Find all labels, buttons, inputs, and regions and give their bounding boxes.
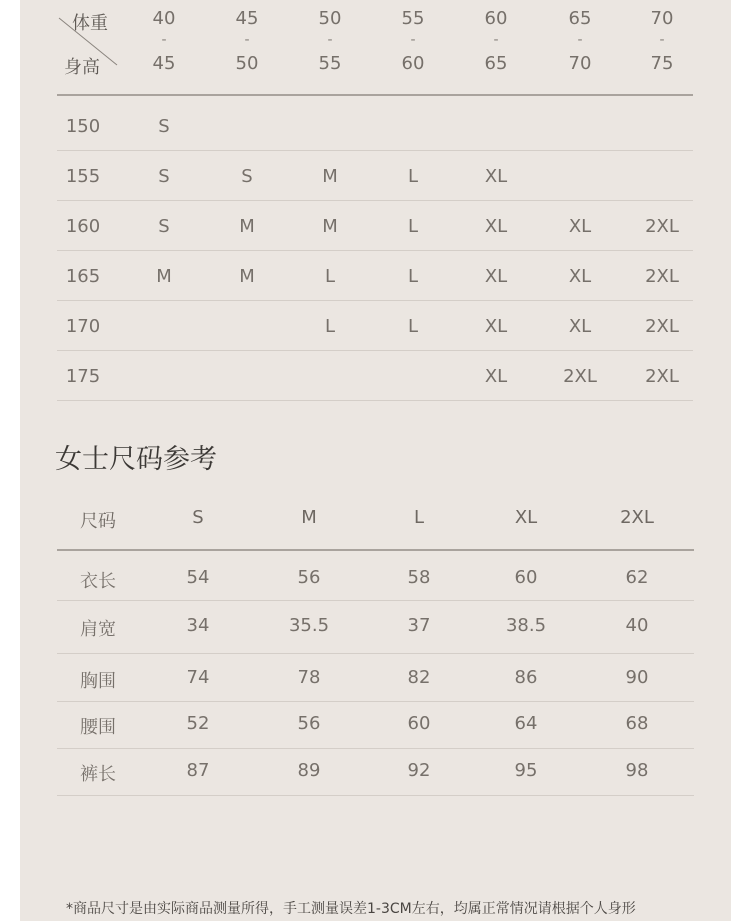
height-label: 150 <box>65 116 101 137</box>
height-label: 170 <box>65 316 101 337</box>
size-cell: L <box>324 316 336 337</box>
measurement-value: 54 <box>186 567 210 588</box>
section-title: 女士尺码参考 <box>55 444 217 475</box>
size-cell: M <box>322 216 338 237</box>
size-cell: XL <box>484 266 508 287</box>
size-cell: XL <box>568 216 592 237</box>
row-divider <box>57 400 693 401</box>
size-cell: S <box>241 166 253 187</box>
size-cell: XL <box>484 216 508 237</box>
height-label: 160 <box>65 216 101 237</box>
measurement-value: 60 <box>407 713 431 734</box>
weight-range-separator: - <box>161 32 167 48</box>
row-divider <box>57 748 694 749</box>
size-cell: S <box>158 116 170 137</box>
weight-range-to: 65 <box>484 53 508 74</box>
measurement-value: 56 <box>297 567 321 588</box>
weight-range-from: 70 <box>650 8 674 29</box>
measurement-value: 78 <box>297 667 321 688</box>
measurement-value: 90 <box>625 667 649 688</box>
weight-range-from: 55 <box>401 8 425 29</box>
weight-range-separator: - <box>410 32 416 48</box>
measurement-value: 82 <box>407 667 431 688</box>
size-cell: L <box>407 316 419 337</box>
measurement-value: 98 <box>625 760 649 781</box>
size-header: L <box>413 507 425 528</box>
size-cell: XL <box>484 316 508 337</box>
weight-range-to: 50 <box>235 53 259 74</box>
weight-range-separator: - <box>244 32 250 48</box>
row-divider <box>57 701 694 702</box>
size-cell: L <box>407 166 419 187</box>
weight-range-separator: - <box>327 32 333 48</box>
size-header: XL <box>514 507 538 528</box>
header-divider <box>57 94 693 96</box>
row-divider <box>57 300 693 301</box>
measurement-value: 58 <box>407 567 431 588</box>
measurement-name: 衣长 <box>80 571 116 592</box>
measurement-name: 腰围 <box>80 717 116 738</box>
size-header: M <box>301 507 317 528</box>
weight-range-to: 75 <box>650 53 674 74</box>
weight-range-separator: - <box>577 32 583 48</box>
height-label: 175 <box>65 366 101 387</box>
weight-range-from: 45 <box>235 8 259 29</box>
size-header: S <box>192 507 204 528</box>
row-divider <box>57 250 693 251</box>
size-cell: 2XL <box>645 316 679 337</box>
corner-height-label: 身高 <box>64 57 100 78</box>
measurement-value: 95 <box>514 760 538 781</box>
size-cell: L <box>407 216 419 237</box>
size-cell: M <box>322 166 338 187</box>
size-cell: 2XL <box>645 366 679 387</box>
row-divider <box>57 795 694 796</box>
weight-range-to: 60 <box>401 53 425 74</box>
measurement-value: 38.5 <box>505 615 547 636</box>
measurement-value: 37 <box>407 615 431 636</box>
measurement-value: 56 <box>297 713 321 734</box>
measurement-value: 74 <box>186 667 210 688</box>
size-cell: XL <box>484 366 508 387</box>
measurement-value: 60 <box>514 567 538 588</box>
weight-range-from: 65 <box>568 8 592 29</box>
size-cell: M <box>156 266 172 287</box>
measurement-value: 34 <box>186 615 210 636</box>
size-cell: XL <box>484 166 508 187</box>
size-cell: M <box>239 216 255 237</box>
measurement-header-divider <box>57 549 694 551</box>
measurement-name: 肩宽 <box>80 619 116 640</box>
measurement-value: 68 <box>625 713 649 734</box>
weight-range-separator: - <box>493 32 499 48</box>
size-cell: 2XL <box>645 266 679 287</box>
height-label: 155 <box>65 166 101 187</box>
size-cell: L <box>324 266 336 287</box>
weight-range-to: 45 <box>152 53 176 74</box>
weight-range-separator: - <box>659 32 665 48</box>
corner-weight-label: 体重 <box>72 13 108 34</box>
weight-range-to: 55 <box>318 53 342 74</box>
measurement-value: 40 <box>625 615 649 636</box>
row-divider <box>57 350 693 351</box>
size-header: 2XL <box>620 507 654 528</box>
measurement-value: 35.5 <box>288 615 330 636</box>
row-divider <box>57 600 694 601</box>
size-cell: XL <box>568 266 592 287</box>
size-cell: XL <box>568 316 592 337</box>
measurement-name: 裤长 <box>80 764 116 785</box>
row-divider <box>57 653 694 654</box>
row-divider <box>57 200 693 201</box>
measurement-value: 62 <box>625 567 649 588</box>
measurement-value: 89 <box>297 760 321 781</box>
size-cell: M <box>239 266 255 287</box>
size-cell: S <box>158 216 170 237</box>
measurement-value: 92 <box>407 760 431 781</box>
measurement-name: 胸围 <box>80 671 116 692</box>
size-cell: 2XL <box>645 216 679 237</box>
size-cell: L <box>407 266 419 287</box>
size-cell: S <box>158 166 170 187</box>
row-divider <box>57 150 693 151</box>
measurement-value: 64 <box>514 713 538 734</box>
height-label: 165 <box>65 266 101 287</box>
measurement-value: 86 <box>514 667 538 688</box>
size-column-header: 尺码 <box>80 511 116 532</box>
weight-range-to: 70 <box>568 53 592 74</box>
weight-range-from: 40 <box>152 8 176 29</box>
weight-range-from: 50 <box>318 8 342 29</box>
measurement-value: 52 <box>186 713 210 734</box>
size-cell: 2XL <box>563 366 597 387</box>
weight-range-from: 60 <box>484 8 508 29</box>
measurement-value: 87 <box>186 760 210 781</box>
footnote-text: *商品尺寸是由实际商品测量所得，手工测量误差1-3CM左右，均属正常情况请根据个人身形 <box>66 901 636 917</box>
